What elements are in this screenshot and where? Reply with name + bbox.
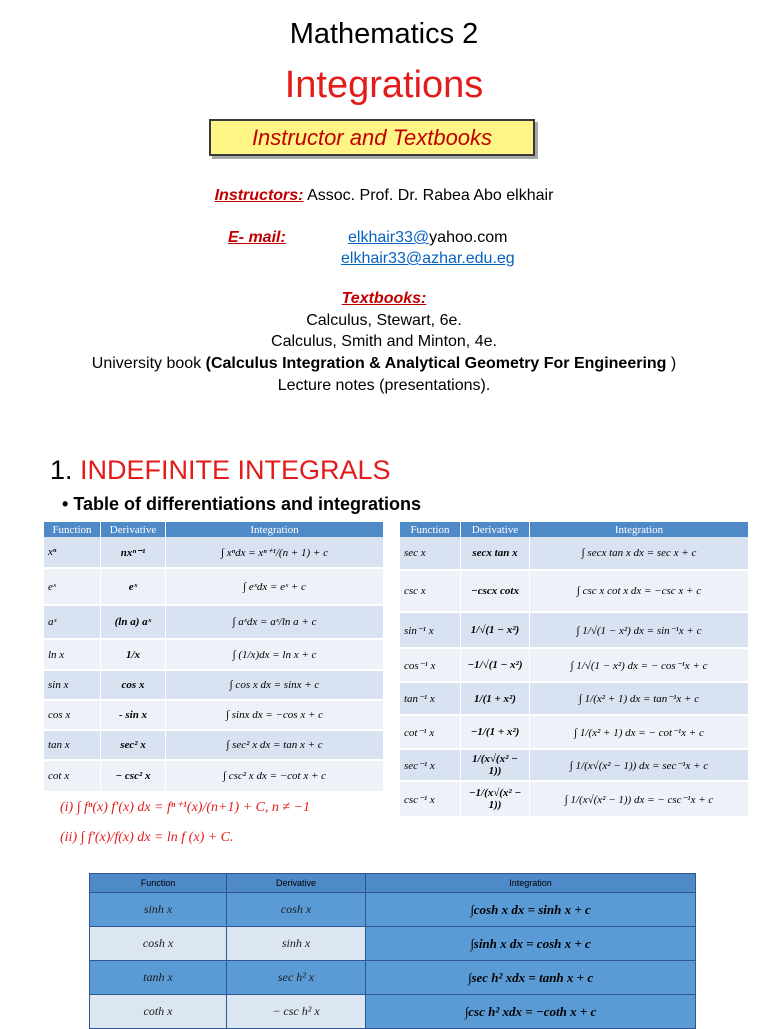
cell-function: sec x (400, 537, 461, 570)
page-title: Integrations (284, 64, 484, 106)
course-subject: Mathematics 2 (289, 18, 479, 50)
cell-integration: ∫ aˣdx = aˣ/ln a + c (166, 605, 384, 639)
cell-function: cos x (44, 700, 101, 730)
cell-function: sin x (44, 670, 101, 700)
email-yahoo-link[interactable]: elkhair33@ (348, 229, 430, 246)
cell-function: sinh x (90, 893, 227, 927)
instructor-textbooks-badge: Instructor and Textbooks (209, 119, 535, 156)
table-basic-integrals (44, 522, 384, 793)
table-row (44, 568, 384, 605)
lecture-notes-line: Lecture notes (presentations). (277, 377, 491, 394)
table-row (400, 781, 749, 817)
cell-derivative: - sin x (101, 700, 166, 730)
cell-integration: ∫ 1/(x√(x² − 1)) dx = sec⁻¹x + c (530, 749, 749, 781)
email-azhar-link[interactable]: elkhair33@azhar.edu.eg (341, 250, 515, 267)
col-integration: Integration (530, 522, 749, 537)
cell-derivative: eˣ (101, 568, 166, 605)
col-derivative: Derivative (461, 522, 530, 537)
cell-derivative: −1/√(1 − x²) (461, 648, 530, 682)
cell-function: sin⁻¹ x (400, 612, 461, 648)
cell-function: csc⁻¹ x (400, 781, 461, 817)
table-row (44, 639, 384, 670)
email-yahoo[interactable] (348, 229, 507, 247)
cell-derivative: 1/√(1 − x²) (461, 612, 530, 648)
university-book-suffix: ) (666, 355, 677, 372)
col-derivative: Derivative (101, 522, 166, 537)
university-book-prefix: University book (91, 355, 206, 372)
cell-function: cot⁻¹ x (400, 715, 461, 749)
rule-power: (i) ∫ fⁿ(x) f′(x) dx = fⁿ⁺¹(x)/(n+1) + C, n ≠ −1 (60, 800, 311, 815)
table-trig-integrals (400, 522, 749, 818)
rule-log: (ii) ∫ f′(x)/f(x) dx = ln f (x) + C. (60, 830, 234, 845)
cell-derivative: 1/(x√(x² − 1)) (461, 749, 530, 781)
cell-function: aˣ (44, 605, 101, 639)
cell-integration: ∫ cos x dx = sinx + c (166, 670, 384, 700)
section-title: INDEFINITE INTEGRALS (80, 455, 391, 485)
instructors-line (0, 187, 768, 205)
table-row (44, 700, 384, 730)
cell-derivative: − csc h² x (227, 995, 366, 1029)
instructor-name: Assoc. Prof. Dr. Rabea Abo elkhair (307, 187, 554, 204)
cell-integration: ∫cosh x dx = sinh x + c (366, 893, 696, 927)
textbooks-label: Textbooks: (341, 290, 427, 307)
cell-derivative: sinh x (227, 927, 366, 961)
textbook-item: Calculus, Stewart, 6e. (306, 312, 462, 329)
cell-derivative: −1/(1 + x²) (461, 715, 530, 749)
col-integration: Integration (166, 522, 384, 537)
cell-integration: ∫ 1/(x√(x² − 1)) dx = − csc⁻¹x + c (530, 781, 749, 817)
email-yahoo-domain: yahoo.com (429, 229, 508, 246)
cell-function: cos⁻¹ x (400, 648, 461, 682)
cell-derivative: −cscx cotx (461, 570, 530, 612)
cell-function: sec⁻¹ x (400, 749, 461, 781)
cell-function: tanh x (90, 961, 227, 995)
table-row (400, 570, 749, 612)
cell-derivative: sec h² x (227, 961, 366, 995)
table-row (400, 715, 749, 749)
cell-function: ln x (44, 639, 101, 670)
cell-function: eˣ (44, 568, 101, 605)
cell-derivative: − csc² x (101, 760, 166, 792)
cell-integration: ∫sinh x dx = cosh x + c (366, 927, 696, 961)
university-book-title: (Calculus Integration & Analytical Geometry For Engineering (205, 355, 667, 372)
cell-derivative: sec² x (101, 730, 166, 760)
col-function: Function (90, 874, 227, 893)
table-row (90, 961, 696, 995)
section-bullet-text: Table of differentiations and integrations (73, 494, 421, 514)
email-label: E- mail: (228, 229, 286, 246)
cell-derivative: secx tan x (461, 537, 530, 570)
cell-integration: ∫ (1/x)dx = ln x + c (166, 639, 384, 670)
instructors-label: Instructors: (214, 187, 304, 204)
section-heading (50, 455, 391, 486)
col-integration: Integration (366, 874, 696, 893)
cell-function: xⁿ (44, 537, 101, 568)
table-row (90, 995, 696, 1029)
cell-derivative: 1/(1 + x²) (461, 682, 530, 715)
section-bullet: • Table of differentiations and integrations (62, 494, 421, 514)
cell-derivative: nxⁿ⁻¹ (101, 537, 166, 568)
cell-integration: ∫ sinx dx = −cos x + c (166, 700, 384, 730)
university-book-line (0, 355, 768, 373)
col-function: Function (400, 522, 461, 537)
cell-integration: ∫ 1/(x² + 1) dx = − cot⁻¹x + c (530, 715, 749, 749)
cell-function: tan x (44, 730, 101, 760)
table-row (44, 670, 384, 700)
table-row (90, 927, 696, 961)
cell-integration: ∫csc h² xdx = −coth x + c (366, 995, 696, 1029)
cell-function: cot x (44, 760, 101, 792)
table-row (44, 605, 384, 639)
section-number: 1. (50, 455, 81, 485)
col-function: Function (44, 522, 101, 537)
cell-derivative: cos x (101, 670, 166, 700)
email-azhar[interactable] (341, 250, 515, 268)
table-row (400, 537, 749, 570)
table-row (400, 612, 749, 648)
cell-integration: ∫ eˣdx = eˣ + c (166, 568, 384, 605)
cell-derivative: 1/x (101, 639, 166, 670)
table-row (400, 682, 749, 715)
cell-integration: ∫ 1/(x² + 1) dx = tan⁻¹x + c (530, 682, 749, 715)
cell-derivative: (ln a) aˣ (101, 605, 166, 639)
cell-integration: ∫ secx tan x dx = sec x + c (530, 537, 749, 570)
cell-integration: ∫ xⁿdx = xⁿ⁺¹/(n + 1) + c (166, 537, 384, 568)
cell-function: csc x (400, 570, 461, 612)
cell-integration: ∫sec h² xdx = tanh x + c (366, 961, 696, 995)
table-row (44, 760, 384, 792)
table-hyperbolic-integrals (89, 873, 696, 1029)
cell-function: cosh x (90, 927, 227, 961)
table-row (90, 893, 696, 927)
cell-integration: ∫ 1/√(1 − x²) dx = sin⁻¹x + c (530, 612, 749, 648)
cell-integration: ∫ 1/√(1 − x²) dx = − cos⁻¹x + c (530, 648, 749, 682)
cell-integration: ∫ csc x cot x dx = −csc x + c (530, 570, 749, 612)
col-derivative: Derivative (227, 874, 366, 893)
table-row (400, 648, 749, 682)
cell-derivative: cosh x (227, 893, 366, 927)
cell-function: tan⁻¹ x (400, 682, 461, 715)
cell-integration: ∫ csc² x dx = −cot x + c (166, 760, 384, 792)
textbooks-heading (0, 290, 768, 308)
cell-integration: ∫ sec² x dx = tan x + c (166, 730, 384, 760)
textbook-item: Calculus, Smith and Minton, 4e. (271, 333, 497, 350)
cell-function: coth x (90, 995, 227, 1029)
table-row (400, 749, 749, 781)
cell-derivative: −1/(x√(x² − 1)) (461, 781, 530, 817)
table-row (44, 537, 384, 568)
table-row (44, 730, 384, 760)
